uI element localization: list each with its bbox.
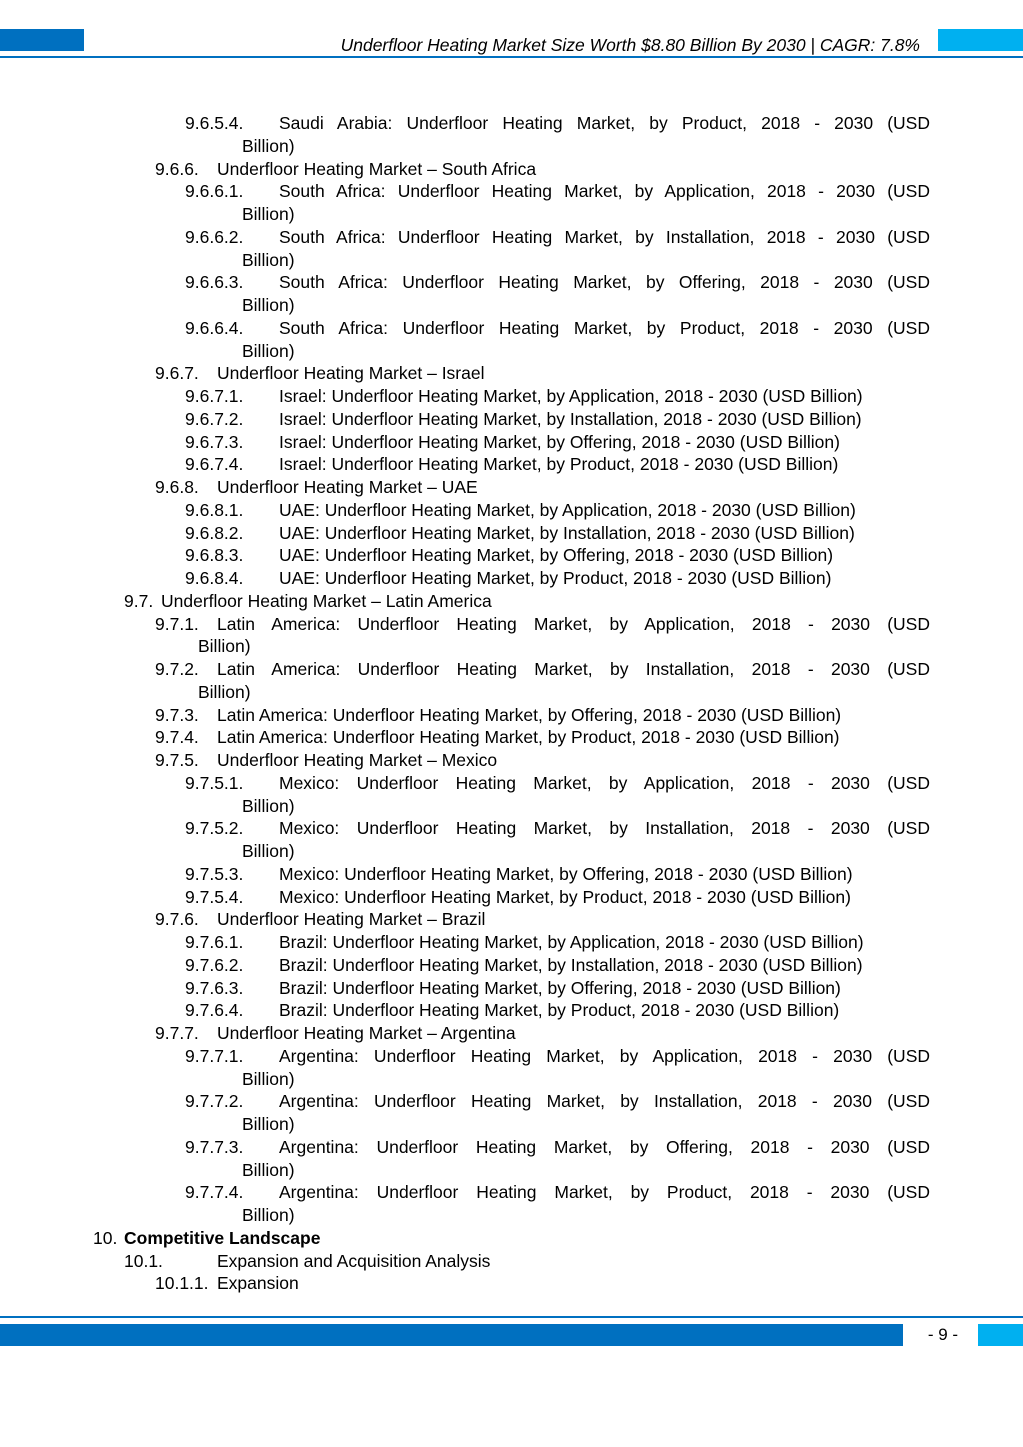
toc-number: 10.1.: [124, 1250, 163, 1271]
toc-number: 9.6.7.3.: [185, 431, 244, 452]
footer-accent-bar: [0, 1324, 903, 1346]
header-rule: [0, 56, 1023, 58]
toc-entry[interactable]: [0, 863, 1023, 886]
toc-entry[interactable]: [0, 226, 1023, 249]
toc-entry[interactable]: [0, 362, 1023, 385]
toc-text: Latin America: Underfloor Heating Market, by Offering, 2018 - 2030 (USD Billion): [217, 704, 842, 725]
toc-text: Expansion: [217, 1273, 299, 1294]
toc-text: Mexico: Underfloor Heating Market, by Installation, 2018 - 2030 (USD: [279, 818, 930, 839]
toc-text: UAE: Underfloor Heating Market, by Product, 2018 - 2030 (USD Billion): [279, 568, 832, 588]
toc-chapter-heading[interactable]: [0, 1227, 1023, 1250]
toc-text: Latin America: Underfloor Heating Market, by Application, 2018 - 2030 (USD: [217, 613, 930, 634]
toc-text: Underfloor Heating Market – Argentina: [217, 1023, 516, 1043]
toc-number: 9.6.7.: [155, 363, 199, 384]
toc-number: 9.7.5.3.: [185, 863, 244, 884]
toc-number: 9.7.6.1.: [185, 932, 244, 952]
toc-entry-continuation: [0, 1113, 1023, 1136]
toc-entry[interactable]: [0, 567, 1023, 590]
toc-text: Israel: Underfloor Heating Market, by Application, 2018 - 2030 (USD Billion): [279, 386, 863, 406]
toc-number: 9.7.6.4.: [185, 1000, 244, 1021]
toc-text: Competitive Landscape: [124, 1227, 321, 1248]
toc-entry-continuation: [0, 135, 1023, 158]
toc-text: South Africa: Underfloor Heating Market, by Application, 2018 - 2030 (USD: [279, 181, 930, 202]
toc-entry[interactable]: [0, 499, 1023, 522]
toc-number: 9.7.5.1.: [185, 772, 244, 793]
toc-entry-continuation: [0, 249, 1023, 272]
toc-text: South Africa: Underfloor Heating Market, by Offering, 2018 - 2030 (USD: [279, 272, 930, 293]
toc-text: Argentina: Underfloor Heating Market, by Product, 2018 - 2030 (USD: [279, 1182, 930, 1203]
toc-entry[interactable]: [0, 954, 1023, 977]
toc-number: 9.7.7.4.: [185, 1182, 244, 1203]
toc-number: 9.7.5.4.: [185, 886, 244, 907]
toc-number: 9.7.7.3.: [185, 1136, 244, 1157]
toc-entry[interactable]: [0, 772, 1023, 795]
toc-entry[interactable]: [0, 408, 1023, 431]
toc-entry[interactable]: [0, 158, 1023, 181]
toc-number: 9.6.6.1.: [185, 181, 244, 202]
toc-number: 9.7.1.: [155, 613, 199, 634]
toc-text: Billion): [242, 135, 295, 156]
toc-text: South Africa: Underfloor Heating Market, by Installation, 2018 - 2030 (USD: [279, 226, 930, 247]
toc-entry-continuation: [0, 294, 1023, 317]
toc-number: 9.7.4.: [155, 727, 199, 748]
toc-number: 9.7.: [124, 590, 154, 611]
toc-text: Israel: Underfloor Heating Market, by Product, 2018 - 2030 (USD Billion): [279, 454, 839, 475]
toc-text: Brazil: Underfloor Heating Market, by Offering, 2018 - 2030 (USD Billion): [279, 977, 841, 998]
toc-text: Saudi Arabia: Underfloor Heating Market, by Product, 2018 - 2030 (USD: [279, 113, 930, 133]
toc-entry[interactable]: [0, 544, 1023, 567]
toc-text: Billion): [242, 1114, 295, 1134]
header-accent-right: [938, 29, 1023, 51]
toc-entry[interactable]: [0, 1136, 1023, 1159]
toc-entry-continuation: [0, 635, 1023, 658]
toc-entry[interactable]: [0, 817, 1023, 840]
toc-number: 9.6.5.4.: [185, 113, 244, 133]
toc-text: UAE: Underfloor Heating Market, by Application, 2018 - 2030 (USD Billion): [279, 499, 856, 520]
toc-number: 9.6.7.2.: [185, 408, 244, 429]
toc-entry[interactable]: [0, 749, 1023, 772]
toc-entry-continuation: [0, 203, 1023, 226]
toc-text: Billion): [242, 1205, 295, 1225]
toc-number: 9.6.7.1.: [185, 386, 244, 406]
toc-entry[interactable]: [0, 1272, 1023, 1295]
toc-number: 9.6.8.4.: [185, 568, 244, 588]
toc-number: 10.: [93, 1227, 118, 1248]
toc-entry[interactable]: [0, 977, 1023, 1000]
footer-accent-right: [978, 1324, 1023, 1346]
toc-number: 9.7.2.: [155, 659, 199, 679]
toc-number: 9.7.5.2.: [185, 818, 244, 839]
header-title: Underfloor Heating Market Size Worth $8.80 Billion By 2030 | CAGR: 7.8%: [340, 35, 920, 55]
toc-entry[interactable]: [0, 613, 1023, 636]
toc-number: 9.7.7.2.: [185, 1091, 244, 1112]
toc-text: Underfloor Heating Market – Latin America: [161, 590, 492, 611]
toc-text: Argentina: Underfloor Heating Market, by Installation, 2018 - 2030 (USD: [279, 1091, 930, 1112]
toc-text: Billion): [242, 1068, 295, 1089]
toc-entry[interactable]: [0, 931, 1023, 954]
toc-text: Billion): [198, 636, 251, 657]
toc-text: Latin America: Underfloor Heating Market, by Installation, 2018 - 2030 (USD: [217, 659, 930, 679]
toc-number: 9.7.6.2.: [185, 954, 244, 975]
toc-text: Billion): [198, 681, 251, 702]
toc-number: 9.6.8.2.: [185, 522, 244, 543]
toc-entry-continuation: [0, 840, 1023, 863]
toc-entry[interactable]: [0, 590, 1023, 613]
toc-text: Underfloor Heating Market – South Africa: [217, 158, 537, 179]
toc-text: Billion): [242, 841, 295, 861]
toc-text: Billion): [242, 204, 295, 224]
toc-text: UAE: Underfloor Heating Market, by Installation, 2018 - 2030 (USD Billion): [279, 522, 855, 543]
toc-entry[interactable]: [0, 908, 1023, 931]
toc-number: 9.6.8.: [155, 477, 199, 497]
toc-entry-continuation: [0, 1204, 1023, 1227]
toc-text: Argentina: Underfloor Heating Market, by Application, 2018 - 2030 (USD: [279, 1045, 930, 1066]
toc-text: Underfloor Heating Market – UAE: [217, 477, 478, 497]
toc-text: South Africa: Underfloor Heating Market, by Product, 2018 - 2030 (USD: [279, 317, 930, 338]
toc-entry[interactable]: [0, 1250, 1023, 1273]
toc-text: Underfloor Heating Market – Israel: [217, 363, 485, 384]
toc-entry[interactable]: [0, 1045, 1023, 1068]
toc-entry[interactable]: [0, 1022, 1023, 1045]
toc-number: 9.7.7.1.: [185, 1045, 244, 1066]
toc-entry[interactable]: [0, 704, 1023, 727]
toc-text: UAE: Underfloor Heating Market, by Offering, 2018 - 2030 (USD Billion): [279, 545, 834, 566]
toc-entry-continuation: [0, 1159, 1023, 1182]
toc-entry[interactable]: [0, 1181, 1023, 1204]
toc-entry-continuation: [0, 340, 1023, 363]
toc-entry-continuation: [0, 681, 1023, 704]
toc-entry[interactable]: [0, 476, 1023, 499]
toc-number: 9.6.6.4.: [185, 317, 244, 338]
toc-text: Billion): [242, 295, 295, 315]
toc-entry[interactable]: [0, 112, 1023, 135]
page-number: - 9 -: [927, 1325, 959, 1344]
toc-text: Latin America: Underfloor Heating Market, by Product, 2018 - 2030 (USD Billion): [217, 727, 840, 748]
toc-entry[interactable]: [0, 522, 1023, 545]
toc-text: Israel: Underfloor Heating Market, by Installation, 2018 - 2030 (USD Billion): [279, 408, 862, 429]
toc-number: 9.6.6.3.: [185, 272, 244, 293]
toc-number: 9.6.8.3.: [185, 545, 244, 566]
toc-text: Expansion and Acquisition Analysis: [217, 1250, 491, 1271]
toc-text: Mexico: Underfloor Heating Market, by Product, 2018 - 2030 (USD Billion): [279, 886, 851, 907]
toc-text: Israel: Underfloor Heating Market, by Offering, 2018 - 2030 (USD Billion): [279, 431, 840, 452]
toc-entry[interactable]: [0, 271, 1023, 294]
toc-text: Brazil: Underfloor Heating Market, by Product, 2018 - 2030 (USD Billion): [279, 1000, 840, 1021]
toc-number: 9.6.6.2.: [185, 226, 244, 247]
toc-entry[interactable]: [0, 886, 1023, 909]
toc-text: Mexico: Underfloor Heating Market, by Application, 2018 - 2030 (USD: [279, 772, 930, 793]
toc-entry[interactable]: [0, 453, 1023, 476]
toc-entry[interactable]: [0, 431, 1023, 454]
toc-text: Billion): [242, 249, 295, 270]
toc-number: 9.7.5.: [155, 750, 199, 770]
toc-number: 9.7.6.3.: [185, 977, 244, 998]
toc-text: Brazil: Underfloor Heating Market, by Installation, 2018 - 2030 (USD Billion): [279, 954, 863, 975]
toc-text: Billion): [242, 795, 295, 816]
toc-entry[interactable]: [0, 999, 1023, 1022]
toc-text: Underfloor Heating Market – Mexico: [217, 750, 498, 770]
toc-entry[interactable]: [0, 385, 1023, 408]
toc-text: Brazil: Underfloor Heating Market, by Application, 2018 - 2030 (USD Billion): [279, 932, 864, 952]
toc-text: Billion): [242, 340, 295, 361]
toc-text: Mexico: Underfloor Heating Market, by Offering, 2018 - 2030 (USD Billion): [279, 863, 853, 884]
toc-entry[interactable]: [0, 317, 1023, 340]
toc-entry[interactable]: [0, 1090, 1023, 1113]
footer-rule: [0, 1316, 1023, 1318]
toc-text: Argentina: Underfloor Heating Market, by Offering, 2018 - 2030 (USD: [279, 1136, 930, 1157]
table-of-contents: [0, 112, 1023, 1295]
toc-entry[interactable]: [0, 658, 1023, 681]
toc-number: 9.7.7.: [155, 1023, 199, 1043]
toc-entry[interactable]: [0, 180, 1023, 203]
toc-text: Underfloor Heating Market – Brazil: [217, 909, 486, 930]
toc-number: 9.6.7.4.: [185, 454, 244, 475]
toc-text: Billion): [242, 1159, 295, 1180]
toc-number: 9.6.6.: [155, 158, 199, 179]
toc-entry[interactable]: [0, 726, 1023, 749]
toc-number: 9.7.3.: [155, 704, 199, 725]
toc-entry-continuation: [0, 795, 1023, 818]
toc-number: 9.7.6.: [155, 909, 199, 930]
toc-entry-continuation: [0, 1068, 1023, 1091]
toc-number: 10.1.1.: [155, 1273, 209, 1294]
toc-number: 9.6.8.1.: [185, 499, 244, 520]
